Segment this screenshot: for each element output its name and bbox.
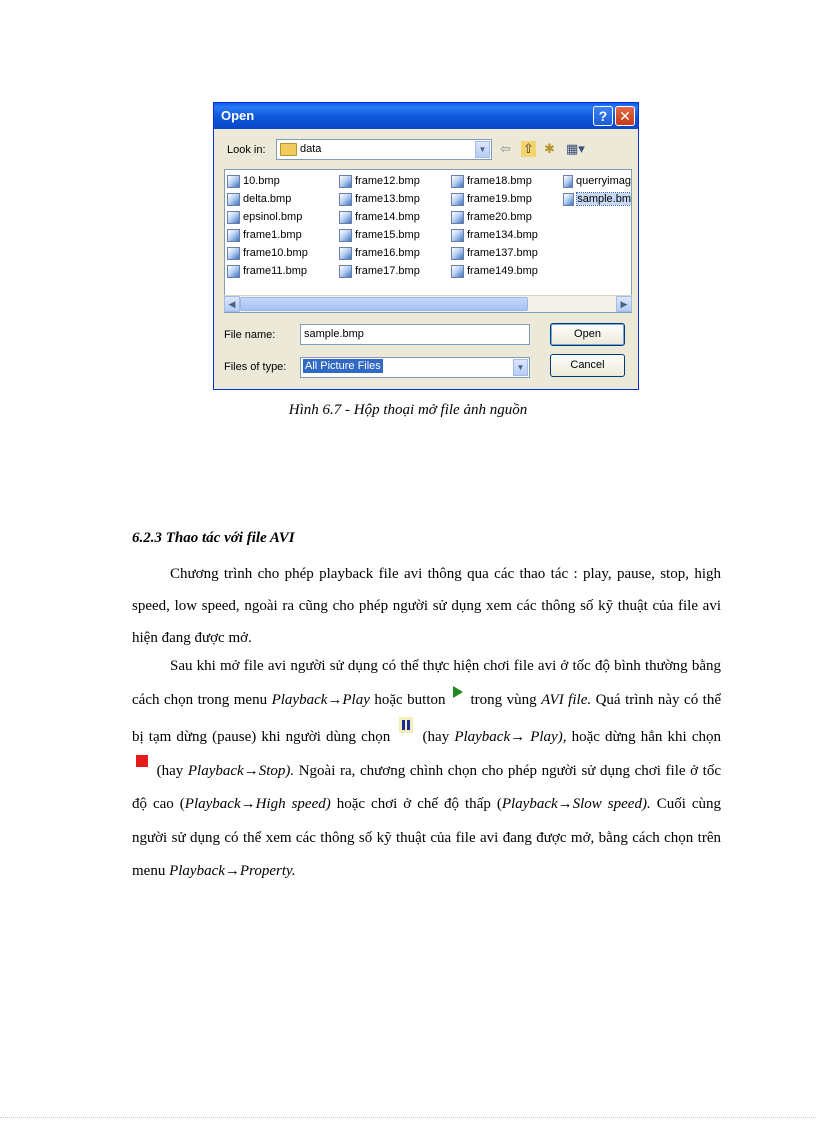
file-name: frame137.bmp <box>467 247 538 259</box>
area-name: AVI file. <box>541 691 592 708</box>
file-column-1 <box>227 172 308 280</box>
file-item[interactable] <box>227 226 308 244</box>
figure-caption: Hình 6.7 - Hộp thoại mở file ảnh nguồn <box>288 402 528 418</box>
section-heading: 6.2.3 Thao tác với file AVI <box>132 530 295 546</box>
file-item[interactable] <box>339 226 420 244</box>
file-name: frame12.bmp <box>355 175 420 187</box>
bitmap-file-icon <box>339 175 352 188</box>
play-icon <box>453 686 463 698</box>
file-name: frame13.bmp <box>355 193 420 205</box>
open-button[interactable]: Open <box>550 323 625 346</box>
file-name: frame1.bmp <box>243 229 302 241</box>
cancel-button[interactable]: Cancel <box>550 354 625 377</box>
bitmap-file-icon <box>451 247 464 260</box>
file-item[interactable] <box>339 190 420 208</box>
bitmap-file-icon <box>451 211 464 224</box>
bitmap-file-icon <box>339 211 352 224</box>
file-name: frame19.bmp <box>467 193 532 205</box>
file-name: epsinol.bmp <box>243 211 303 223</box>
scroll-left-icon[interactable]: ◀ <box>224 296 240 312</box>
bitmap-file-icon <box>339 193 352 206</box>
file-name: 10.bmp <box>243 175 280 187</box>
text-run: Quá trình này có thể bị tạm dừng (pause) khi người dùng chọn <box>132 691 722 745</box>
horizontal-scrollbar[interactable] <box>224 295 632 312</box>
look-in-dropdown[interactable] <box>276 139 492 160</box>
file-list[interactable] <box>224 169 632 313</box>
file-name-input[interactable] <box>300 324 530 345</box>
pause-icon <box>399 717 413 733</box>
dialog-titlebar[interactable] <box>214 103 638 129</box>
file-type-dropdown[interactable] <box>300 357 530 378</box>
file-item[interactable] <box>451 262 538 280</box>
text-run: hoặc chơi ở chế độ thấp ( <box>330 796 502 812</box>
bitmap-file-icon <box>227 247 240 260</box>
menu-path: Playback→Slow speed). <box>501 796 651 812</box>
file-name: frame134.bmp <box>467 229 538 241</box>
bitmap-file-icon <box>563 175 573 188</box>
look-in-value: data <box>300 143 322 155</box>
bitmap-file-icon <box>339 265 352 278</box>
open-dialog <box>213 102 639 390</box>
menu-path: Playback→Property. <box>169 863 296 879</box>
bitmap-file-icon <box>227 265 240 278</box>
file-name: frame20.bmp <box>467 211 532 223</box>
file-item[interactable] <box>227 172 308 190</box>
file-item[interactable] <box>227 190 308 208</box>
bitmap-file-icon <box>339 229 352 242</box>
text-run: Cuối cùng người sử dụng có thể xem các thông số kỹ thuật của file avi đang được mở, bằng cách chọn trên menu <box>132 796 722 879</box>
bitmap-file-icon <box>227 229 240 242</box>
text-run: (hay <box>417 729 455 745</box>
file-item[interactable] <box>451 208 538 226</box>
bitmap-file-icon <box>339 247 352 260</box>
file-name: sample.bm <box>577 193 631 205</box>
file-item[interactable] <box>339 172 420 190</box>
file-item[interactable] <box>563 172 631 190</box>
menu-path: Playback→High speed) <box>184 796 331 812</box>
file-name-label: File name: <box>224 329 276 341</box>
file-item[interactable] <box>227 262 308 280</box>
view-menu-icon[interactable]: ▦▾ <box>566 141 585 156</box>
folder-icon <box>280 143 297 156</box>
file-name: frame11.bmp <box>243 265 307 277</box>
file-type-label: Files of type: <box>224 361 287 373</box>
file-name: frame17.bmp <box>355 265 420 277</box>
text-run: Ngoài ra, chương chình chọn cho phép người sử dụng chơi file ở tốc độ cao ( <box>132 762 722 812</box>
menu-path: Playback→Play <box>271 691 370 708</box>
file-column-4 <box>563 172 631 208</box>
scroll-thumb[interactable] <box>240 297 528 311</box>
file-name: frame149.bmp <box>467 265 538 277</box>
file-name: frame10.bmp <box>243 247 308 259</box>
bitmap-file-icon <box>451 175 464 188</box>
chevron-down-icon[interactable]: ▼ <box>513 359 528 376</box>
bitmap-file-icon <box>451 229 464 242</box>
file-name-value: sample.bmp <box>304 328 364 340</box>
file-name: querryimag <box>575 175 631 187</box>
file-item[interactable] <box>227 244 308 262</box>
back-icon[interactable]: ⇦ <box>500 141 511 156</box>
text-run: (hay <box>152 762 188 779</box>
text-run: hoặc button <box>369 691 450 708</box>
bitmap-file-icon <box>563 193 574 206</box>
new-folder-icon[interactable]: ✱ <box>544 141 555 156</box>
file-item[interactable] <box>451 226 538 244</box>
chevron-down-icon[interactable]: ▼ <box>475 141 490 158</box>
file-item[interactable] <box>451 244 538 262</box>
bitmap-file-icon <box>227 193 240 206</box>
file-item[interactable] <box>339 244 420 262</box>
file-item-selected[interactable] <box>563 190 631 208</box>
paragraph-1 <box>132 558 721 654</box>
file-name: frame14.bmp <box>355 211 420 223</box>
text-run: hoặc dừng hẳn khi chọn <box>566 729 721 745</box>
file-column-2 <box>339 172 420 280</box>
help-button[interactable]: ? <box>593 106 613 126</box>
file-name: frame18.bmp <box>467 175 532 187</box>
file-type-value: All Picture Files <box>305 360 381 372</box>
close-button[interactable]: ✕ <box>615 106 635 126</box>
file-item[interactable] <box>451 172 538 190</box>
look-in-label: Look in: <box>227 144 266 156</box>
paragraph-1-text: Chương trình cho phép playback file avi thông qua các thao tác : play, pause, stop, high speed, low speed, ngoài ra cũng cho phép người sử dụng xem các thông số kỹ thuật của file avi hiện đang được mở. <box>132 566 721 646</box>
scroll-right-icon[interactable]: ▶ <box>616 296 632 312</box>
file-column-3 <box>451 172 538 280</box>
file-name: delta.bmp <box>243 193 292 205</box>
bitmap-file-icon <box>451 265 464 278</box>
page-bottom-divider <box>0 1117 816 1118</box>
menu-path: Playback→ Play), <box>454 729 567 745</box>
bitmap-file-icon <box>451 193 464 206</box>
file-name: frame15.bmp <box>355 229 420 241</box>
file-item[interactable] <box>339 262 420 280</box>
file-item[interactable] <box>451 190 538 208</box>
bitmap-file-icon <box>227 211 240 224</box>
up-folder-icon[interactable]: ⇧ <box>523 141 534 156</box>
text-run: Sau khi mở file avi người sử dụng có thể thực hiện chơi file avi ở tốc độ bình thường bằng cách chọn trong menu <box>132 658 721 708</box>
file-item[interactable] <box>339 208 420 226</box>
paragraph-2 <box>132 650 721 889</box>
bitmap-file-icon <box>227 175 240 188</box>
file-name: frame16.bmp <box>355 247 420 259</box>
text-run: trong vùng <box>466 691 542 708</box>
file-item[interactable] <box>227 208 308 226</box>
menu-path: Playback→Stop). <box>187 762 295 779</box>
dialog-title: Open <box>221 108 255 123</box>
stop-icon <box>136 755 148 767</box>
